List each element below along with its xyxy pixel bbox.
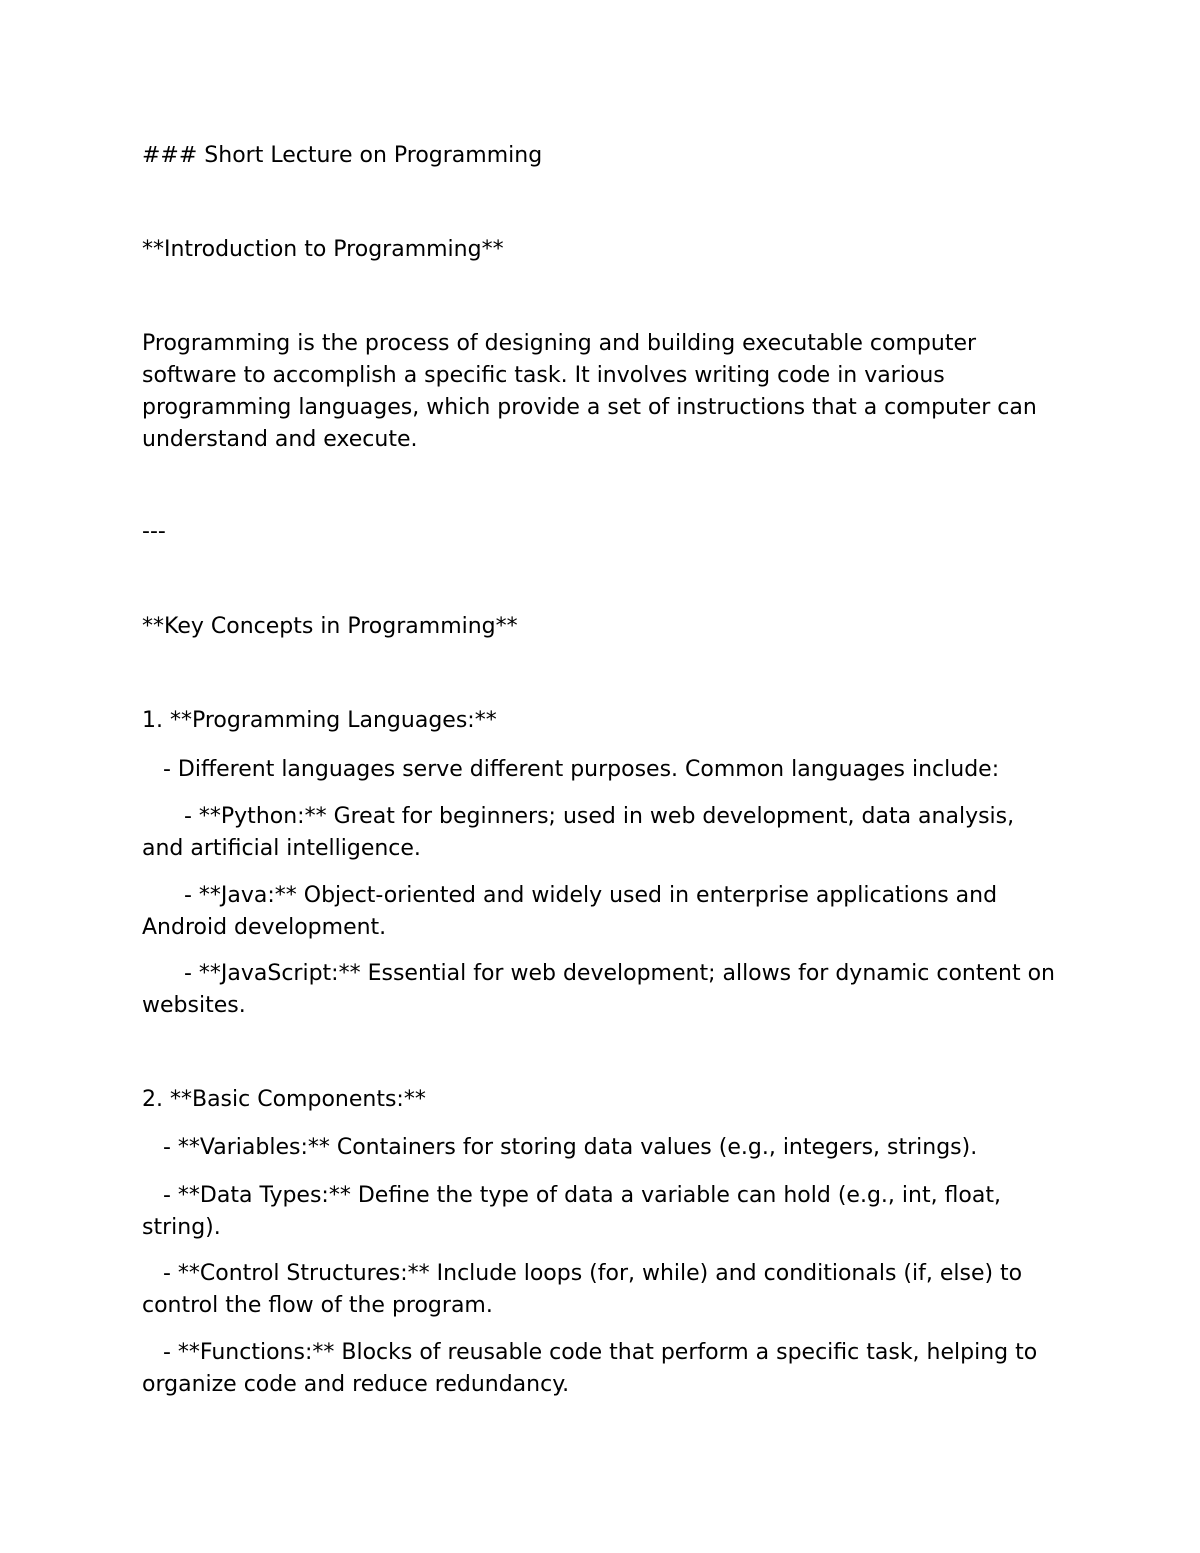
- document-heading: ### Short Lecture on Programming: [142, 143, 543, 168]
- separator: ---: [142, 519, 166, 544]
- list-item: - **Python:** Great for beginners; used in web development, data analysis, and artificial intelligence.: [142, 804, 1022, 861]
- list-item: - **JavaScript:** Essential for web development; allows for dynamic content on websites.: [142, 961, 1062, 1018]
- list-item: - **Variables:** Containers for storing data values (e.g., integers, strings).: [142, 1135, 978, 1160]
- intro-heading: **Introduction to Programming**: [142, 237, 504, 262]
- list-item: - **Functions:** Blocks of reusable code that perform a specific task, helping to organize code and reduce redundancy.: [142, 1340, 1045, 1397]
- section-title-components: 2. **Basic Components:**: [142, 1087, 426, 1112]
- list-item: - Different languages serve different purposes. Common languages include:: [142, 757, 1000, 782]
- list-item: - **Data Types:** Define the type of data a variable can hold (e.g., int, float, string).: [142, 1183, 1008, 1240]
- list-item: - **Control Structures:** Include loops (for, while) and conditionals (if, else) to control the flow of the program.: [142, 1261, 1030, 1318]
- list-item: - **Java:** Object-oriented and widely used in enterprise applications and Android development.: [142, 883, 1005, 940]
- key-concepts-heading: **Key Concepts in Programming**: [142, 614, 518, 639]
- section-title-languages: 1. **Programming Languages:**: [142, 708, 497, 733]
- intro-paragraph: Programming is the process of designing and building executable computer software to accomplish a specific task. It involves writing code in various programming languages, which provide a set of instructions that a computer can understand and execute.: [142, 331, 1044, 452]
